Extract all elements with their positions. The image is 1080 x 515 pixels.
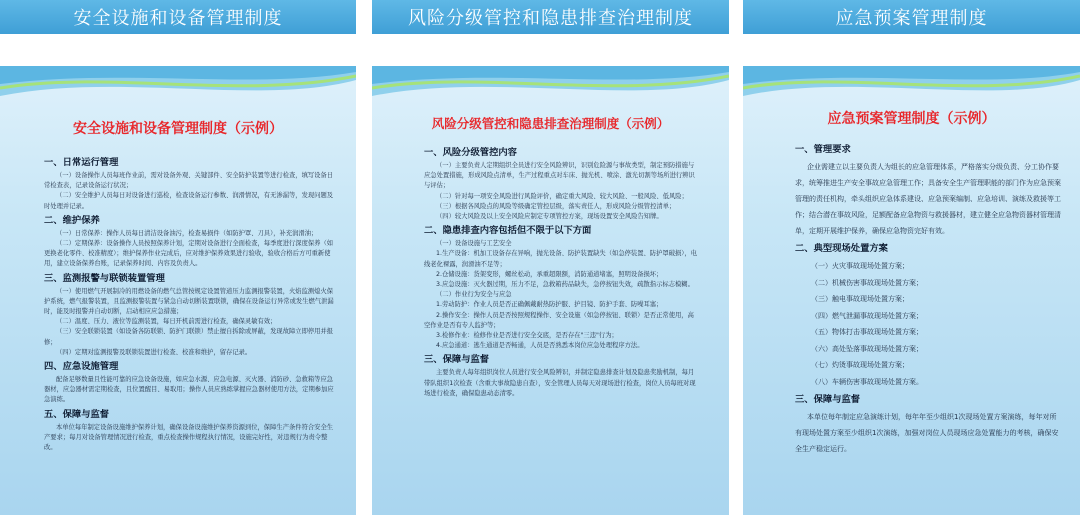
document-panel-3 bbox=[743, 66, 1080, 515]
section-paragraph: 本单位每年制定设备设施维护保养计划，确保设备设施维护保养资源到位，保障生产条件符合安全生产要求；每月对设备管理情况进行检查，重点检查操作规程执行情况，设施完好性，对违规行为责令整改。 bbox=[44, 423, 334, 452]
section-paragraph: （四）定期对监测报警及联锁装置进行检查、校准和维护，留存记录。 bbox=[56, 348, 252, 356]
section-heading: 二、维护保养 bbox=[44, 214, 100, 226]
document-panel-1 bbox=[0, 66, 356, 515]
section-paragraph: 1.劳动防护：作业人员是否正确佩戴耐热防护服、护目镜、防护手套、防噪耳塞； bbox=[436, 301, 663, 309]
header-1: 安全设施和设备管理制度 bbox=[0, 0, 356, 34]
section-heading: 二、典型现场处置方案 bbox=[795, 243, 888, 254]
list-item: （五）物体打击事故现场处置方案； bbox=[811, 328, 923, 336]
section-paragraph: （一）设备设施与工艺安全 bbox=[436, 240, 512, 248]
header-3: 应急预案管理制度 bbox=[743, 0, 1080, 34]
document-title: 风险分级管控和隐患排查治理制度（示例） bbox=[431, 116, 670, 131]
section-paragraph: 3.检修作业：检修作业是否进行安全交底，是否存在"三违"行为； bbox=[436, 332, 618, 340]
list-item: （二）机械伤害事故现场处置方案； bbox=[811, 278, 923, 287]
section-paragraph: （一）主要负责人定期组织全员进行安全风险辨识，识别危险源与事故类型，制定预防措施与应急处置措施，形成风险点清单，生产过程重点对车床、抛光机、喷涂、激光切割等场所进行辨识与评估； bbox=[424, 162, 695, 190]
list-item: （八）车辆伤害事故现场处置方案。 bbox=[811, 377, 923, 386]
section-paragraph: （二）温度、压力、液位等监测装置，每日开机前需进行检查，确保灵敏有效； bbox=[56, 318, 277, 326]
section-heading: 三、监测报警与联锁装置管理 bbox=[44, 272, 165, 284]
section-heading: 一、日常运行管理 bbox=[44, 157, 119, 168]
document-body bbox=[0, 154, 356, 453]
document-body bbox=[372, 144, 729, 399]
section-paragraph: （三）根据各风险点的风险等级确定管控层级，落实责任人，形成风险分级管控清单； bbox=[436, 202, 676, 210]
list-item: （一）火灾事故现场处置方案； bbox=[811, 262, 909, 270]
section-paragraph: （一）日常保养：操作人员每日清洁设备油污，检查易损件（如防护罩、刀具），补充润滑油； bbox=[56, 229, 318, 237]
section-heading: 二、隐患排查内容包括但不限于以下方面 bbox=[424, 225, 592, 237]
section-heading: 五、保障与监督 bbox=[44, 408, 110, 420]
section-paragraph: （四）较大风险及以上安全风险应制定专项管控方案，现场设置安全风险告知牌。 bbox=[436, 213, 663, 221]
section-paragraph: （二）安全维护人员每日对设备进行巡检，检查设备运行参数、润滑情况，有无渗漏等，发现问题及时处理并记录。 bbox=[44, 192, 334, 210]
section-paragraph: （二）作业行为安全与应急 bbox=[436, 291, 512, 299]
section-heading: 四、应急设施管理 bbox=[44, 361, 119, 373]
section-paragraph: 本单位每年制定应急演练计划，每年年至少组织1次现场处置方案演练，每年对所有现场处置方案至少组织1次演练，加强对岗位人员现场应急处置能力的考核，确保安全生产稳定运行。 bbox=[795, 413, 1059, 453]
document-title: 应急预案管理制度（示例） bbox=[827, 111, 996, 127]
section-paragraph: 2.仓储设施：货架变形，螺丝松动，承重超限额，消防通道堵塞，照明设备损坏； bbox=[436, 270, 663, 278]
list-item: （四）燃气泄漏事故现场处置方案； bbox=[811, 311, 923, 320]
document-body bbox=[743, 140, 1080, 457]
section-paragraph: 4.应急通道：逃生通道是否畅通，人员是否熟悉本岗位应急处理程序方法。 bbox=[436, 342, 644, 350]
section-paragraph: 配备足够数量且性能可靠的应急设备设施，如应急水源、应急电源、灭火器、消防砂、急救箱等应急器材，应急器材需定期检查，且位置醒目、易取用；操作人员应熟练掌握应急器材使用方法，定期参加应急演练。 bbox=[44, 376, 334, 404]
wave-decoration bbox=[0, 66, 356, 126]
list-item: （三）触电事故现场处置方案； bbox=[811, 295, 909, 303]
section-heading: 三、保障与监督 bbox=[424, 354, 490, 366]
section-paragraph: （三）安全联锁装置（如设备各防联锁、防护门联锁）禁止擅自拆除或屏蔽，发现故障立即停用并报修； bbox=[44, 328, 334, 346]
section-paragraph: （一）设备操作人员每班作业前，需对设备外观、关键部件、安全防护装置等进行检查，填写设备日常检查表，记录设备运行状况； bbox=[44, 172, 334, 190]
section-paragraph: 1.生产设备：机加工设备存在异响，抛光设备、防护装置缺失（如急停装置、防护罩破损），电线老化裸露，润滑油不足等； bbox=[424, 250, 698, 268]
header-2: 风险分级管控和隐患排查治理制度 bbox=[372, 0, 729, 34]
section-heading: 一、风险分级管控内容 bbox=[424, 147, 517, 158]
section-paragraph: （一）使用燃气开展制冷的用燃设备的燃气总管按规定设置管道压力监测报警装置，火焰监测熄火保护系统，燃气报警装置，且监测报警装置与紧急自动切断装置联锁，确保在设备运行异常或发生燃气泄漏时，能及时报警并自动切断，启动相应应急措施； bbox=[44, 287, 334, 316]
document-title: 安全设施和设备管理制度（示例） bbox=[73, 121, 283, 137]
section-paragraph: （二）针对每一项安全风险进行风险评价，确定重大风险、较大风险、一般风险、低风险； bbox=[436, 192, 688, 200]
section-paragraph: 3.应急设施：灭火器过期，压力不足，急救箱药品缺失，急停按钮失效，疏散指示标志模糊。 bbox=[436, 281, 694, 289]
list-item: （六）高处坠落事故现场处置方案； bbox=[811, 344, 923, 353]
section-paragraph: 2.操作安全：操作人员是否按照规程操作、安全设施（如急停按钮、联锁）是否正常使用，高空作业是否有专人监护等； bbox=[424, 311, 694, 329]
section-heading: 三、保障与监督 bbox=[795, 394, 861, 405]
section-paragraph: 企业需建立以主要负责人为组长的应急管理体系，严格落实分级负责、分工协作要求，统筹推进生产安全事故应急管理工作；具备安全生产管理职能的部门作为应急预案管理的责任机构，牵头组织应急体系建设、应急预案编制、应急培训、演练及救援等工作；结合潜在事故风险，足额配备应急物资与救援器材，建立健全应急物资器材管理清单，定期开展维护保养，确保应急物资完好有效。 bbox=[795, 163, 1061, 235]
section-paragraph: 主要负责人每年组织岗位人员进行安全风险辨识，并制定隐患排查计划及隐患奖励机制，每月带队组织1次检查（含重大事故隐患自查），安全管理人员每天对现场进行检查，岗位人员每班对现场进行检查，确保隐患动态清零。 bbox=[424, 369, 696, 397]
document-panel-2 bbox=[372, 66, 729, 515]
section-heading: 一、管理要求 bbox=[795, 144, 851, 155]
list-item: （七）灼烫事故现场处置方案； bbox=[811, 361, 909, 369]
section-paragraph: （二）定期保养：设备操作人员按照保养计划，定期对设备进行全面检查，每季度进行深度保养（如更换老化零件、校准精度）；维护保养作业完成后，应对维护保养效果进行验收，验收合格后方可重新使用，建立设备保养台账，记录保养时间、内容及负责人。 bbox=[44, 240, 334, 268]
